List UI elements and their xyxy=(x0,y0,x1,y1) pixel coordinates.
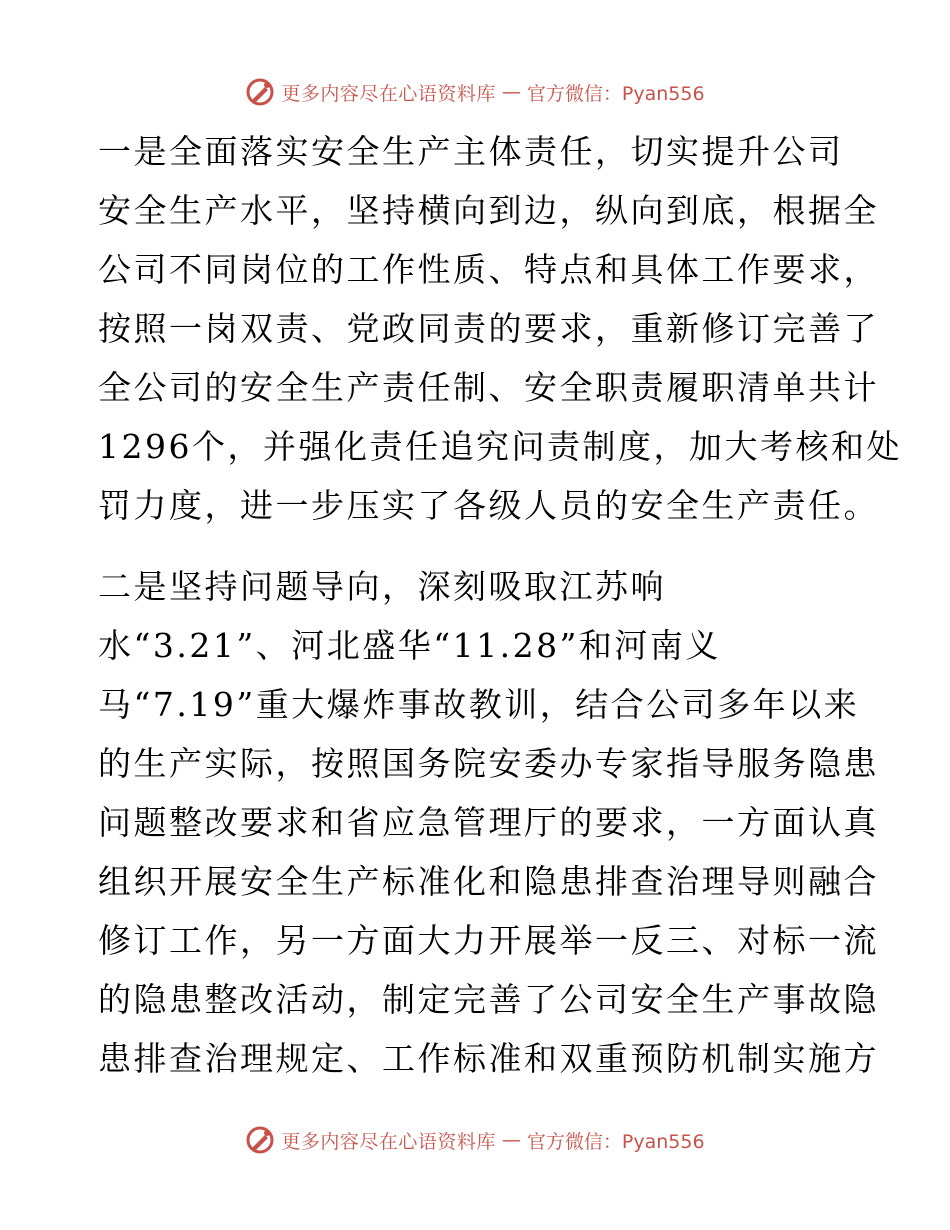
text-line: 的隐患整改活动，制定完善了公司安全生产事故隐 xyxy=(98,980,879,1019)
text-line: 水“3.21”、河北盛华“11.28”和河南义 xyxy=(98,626,721,665)
text-line: 1296个，并强化责任追究问责制度，加大考核和处 xyxy=(98,427,902,466)
paragraph-spacer xyxy=(98,535,858,557)
watermark-wechat: 官方微信：Pyan556 xyxy=(526,1130,705,1153)
watermark-wechat: 官方微信：Pyan556 xyxy=(526,82,705,105)
text-line: 马“7.19”重大爆炸事故教训，结合公司多年以来 xyxy=(98,685,860,724)
text-line: 的生产实际，按照国务院安委办专家指导服务隐患 xyxy=(98,744,879,783)
text-line: 一是全面落实安全生产主体责任，切实提升公司 xyxy=(98,132,844,171)
watermark-text: 更多内容尽在心语资料库 xyxy=(281,1130,496,1153)
text-line: 公司不同岗位的工作性质、特点和具体工作要求， xyxy=(98,250,879,289)
text-line: 问题整改要求和省应急管理厅的要求，一方面认真 xyxy=(98,803,879,842)
text-line: 罚力度，进一步压实了各级人员的安全生产责任。 xyxy=(98,486,879,525)
text-line: 二是坚持问题导向，深刻吸取江苏响 xyxy=(98,567,666,606)
paragraph-2 xyxy=(98,557,879,1088)
text-line: 修订工作，另一方面大力开展举一反三、对标一流 xyxy=(98,921,879,960)
logo-icon xyxy=(245,77,275,107)
watermark-text: 更多内容尽在心语资料库 xyxy=(281,82,496,105)
header-watermark xyxy=(0,72,950,112)
text-line: 组织开展安全生产标准化和隐患排查治理导则融合 xyxy=(98,862,879,901)
watermark-separator: — xyxy=(501,1129,521,1151)
watermark-separator: — xyxy=(501,81,521,103)
text-line: 安全生产水平，坚持横向到边，纵向到底，根据全 xyxy=(98,191,879,230)
footer-watermark xyxy=(0,1120,950,1160)
logo-icon xyxy=(245,1125,275,1155)
text-line: 按照一岗双责、党政同责的要求，重新修订完善了 xyxy=(98,309,879,348)
document-body xyxy=(98,122,902,1088)
text-line: 患排查治理规定、工作标准和双重预防机制实施方 xyxy=(98,1039,879,1078)
paragraph-1 xyxy=(98,122,902,535)
text-line: 全公司的安全生产责任制、安全职责履职清单共计 xyxy=(98,368,879,407)
